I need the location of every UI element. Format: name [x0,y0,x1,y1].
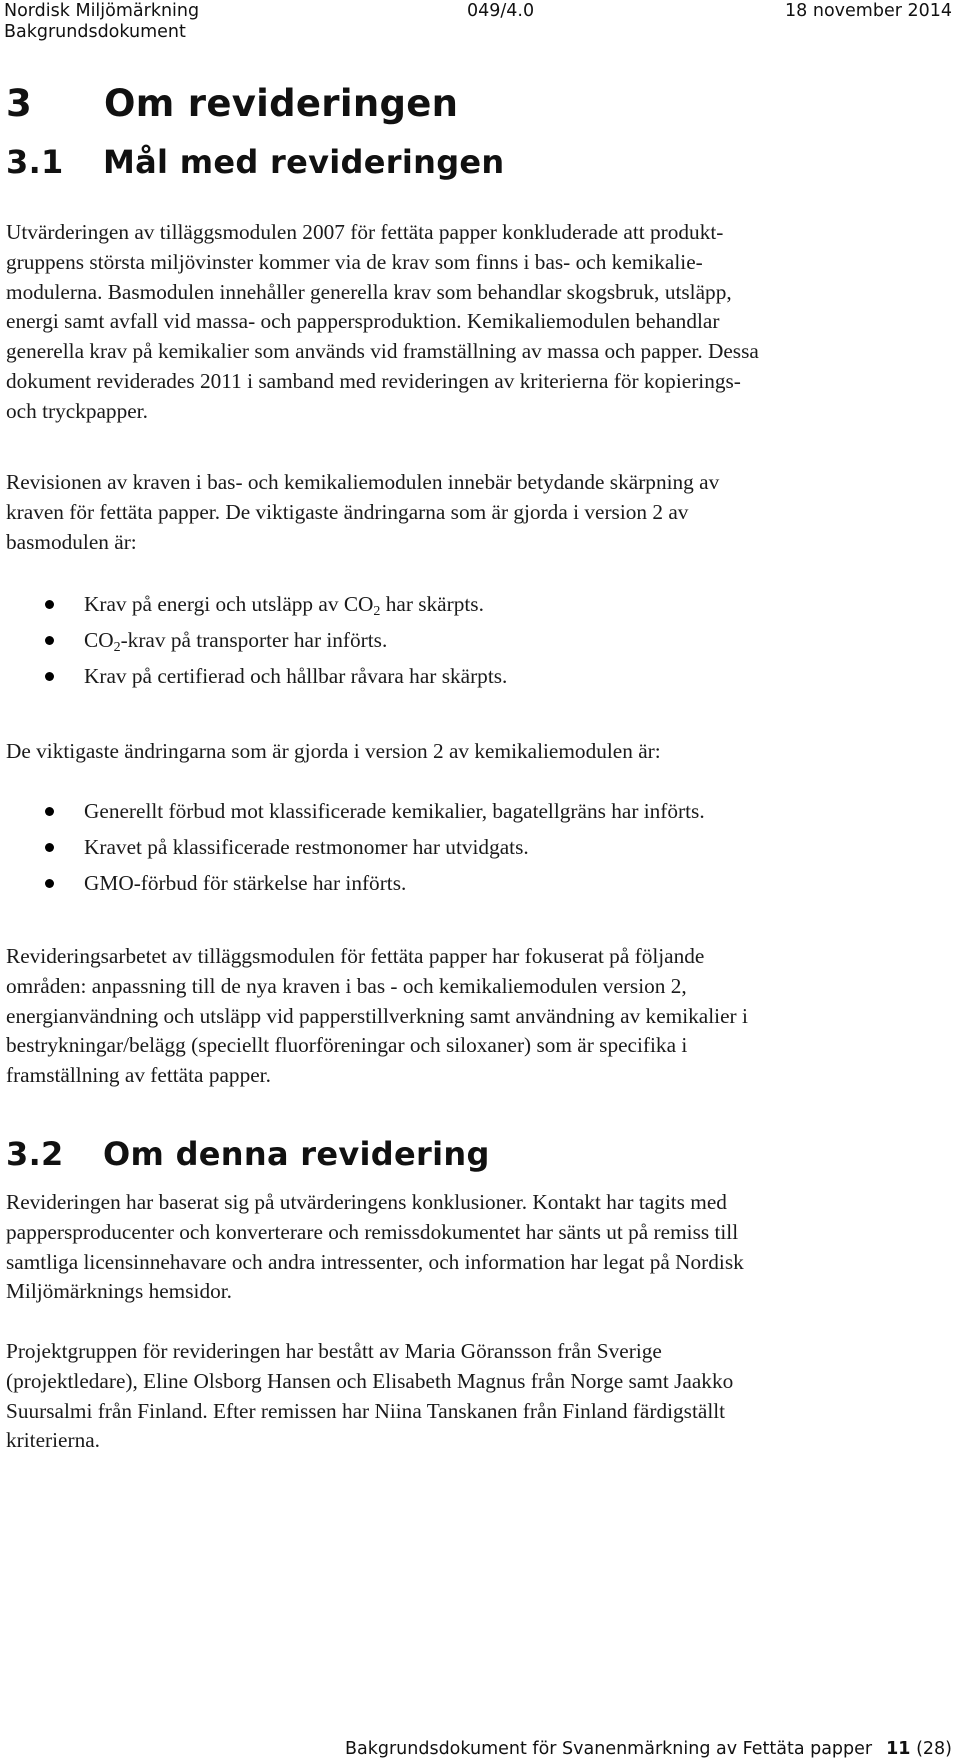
text-line: Miljömärknings hemsidor. [6,1279,232,1304]
text-line: och tryckpapper. [6,398,148,423]
list-item: GMO-förbud för stärkelse har införts. [0,865,940,901]
paragraph-3-2-2 [6,1337,941,1456]
section-number: 3.2 [6,1135,64,1173]
text-line: kriterierna. [6,1428,101,1453]
paragraph-3-1-4 [6,942,941,1091]
page-number: 11 [886,1739,911,1759]
text-line: Revideringsarbetet av tilläggsmodulen för fettäta papper har fokuserat på följande [6,944,705,968]
section-3-2-heading [6,1134,490,1174]
text-line: (projektledare), Eline Olsborg Hansen och Elisabeth Magnus från Norge samt Jaakko [6,1368,734,1393]
bullet-icon [45,843,54,852]
section-title: Om revideringen [104,82,459,125]
header-org: Nordisk Miljömärkning [4,1,200,21]
text-line: samtliga licensinnehavare och andra intressenter, och information har legat på Nordisk [6,1249,744,1274]
list-item: $CO_2$-krav på transporter har införts. [0,622,940,658]
kemikaliemodule-changes-list [0,793,940,901]
text-line: bestrykningar/belägg (speciellt fluorföreningar och siloxaner) som är specifika i [6,1033,688,1058]
section-number: 3 [6,82,33,125]
list-item: Kravet på klassificerade restmonomer har utvidgats. [0,829,940,865]
text-line: Utvärderingen av tilläggsmodulen 2007 för fettäta papper konkluderade att produkt- [6,220,724,244]
text-line: områden: anpassning till de nya kraven i bas - och kemikaliemodulen version 2, [6,973,687,998]
text-line: generella krav på kemikalier som används vid framställning av massa och papper. Dessa [6,339,759,364]
basmodule-changes-list [0,586,940,694]
text-line: Suursalmi från Finland. Efter remissen har Niina Tanskanen från Finland färdigställt [6,1398,726,1423]
text-line: gruppens största miljövinster kommer via de krav som finns i bas- och kemikalie- [6,249,703,274]
page-footer [0,1738,952,1760]
list-item: Krav på certifierad och hållbar råvara har skärpts. [0,658,940,694]
footer-title: Bakgrundsdokument för Svanenmärkning av Fettäta papper [345,1739,873,1759]
paragraph-3-1-1 [6,218,941,427]
text-line: energianvändning och utsläpp vid papperstillverkning samt användning av kemikalier i [6,1003,748,1028]
text-line: Projektgruppen för revideringen har bestått av Maria Göransson från Sverige [6,1339,662,1363]
section-title: Mål med revideringen [103,143,505,181]
page-total: (28) [916,1739,952,1759]
text-line: Revideringen har baserat sig på utvärderingens konklusioner. Kontakt har tagits med [6,1190,727,1214]
bullet-icon [45,807,54,816]
header-doc-number: 049/4.0 [467,1,535,21]
paragraph-3-1-2 [6,468,941,557]
list-item: Generellt förbud mot klassificerade kemikalier, bagatellgräns har införts. [0,793,940,829]
text-line: framställning av fettäta papper. [6,1063,271,1088]
bullet-icon [45,636,54,645]
text-line: energi samt avfall vid massa- och pappersproduktion. Kemikaliemodulen behandlar [6,309,720,334]
header-doc-type: Bakgrundsdokument [4,22,186,42]
paragraph-3-2-1 [6,1188,941,1307]
text-line: De viktigaste ändringarna som är gjorda i version 2 av kemikaliemodulen är: [6,739,661,763]
bullet-icon [45,879,54,888]
bullet-icon [45,672,54,681]
text-line: basmodulen är: [6,529,137,554]
text-line: modulerna. Basmodulen innehåller generella krav som behandlar skogsbruk, utsläpp, [6,279,732,304]
paragraph-3-1-3 [6,737,941,767]
text-line: Revisionen av kraven i bas- och kemikaliemodulen innebär betydande skärpning av [6,470,720,494]
text-line: pappersproducenter och konverterare och remissdokumentet har sänts ut på remiss till [6,1219,739,1244]
section-3-heading [6,82,458,126]
list-item: Krav på energi och utsläpp av $CO_2$ har skärpts. [0,586,940,622]
text-line: kraven för fettäta papper. De viktigaste ändringarna som är gjorda i version 2 av [6,499,689,524]
text-line: dokument reviderades 2011 i samband med revideringen av kriterierna för kopierings- [6,368,741,393]
section-3-1-heading [6,142,504,182]
section-title: Om denna revidering [103,1135,490,1173]
section-number: 3.1 [6,143,64,181]
bullet-icon [45,600,54,609]
header-date: 18 november 2014 [785,1,952,21]
